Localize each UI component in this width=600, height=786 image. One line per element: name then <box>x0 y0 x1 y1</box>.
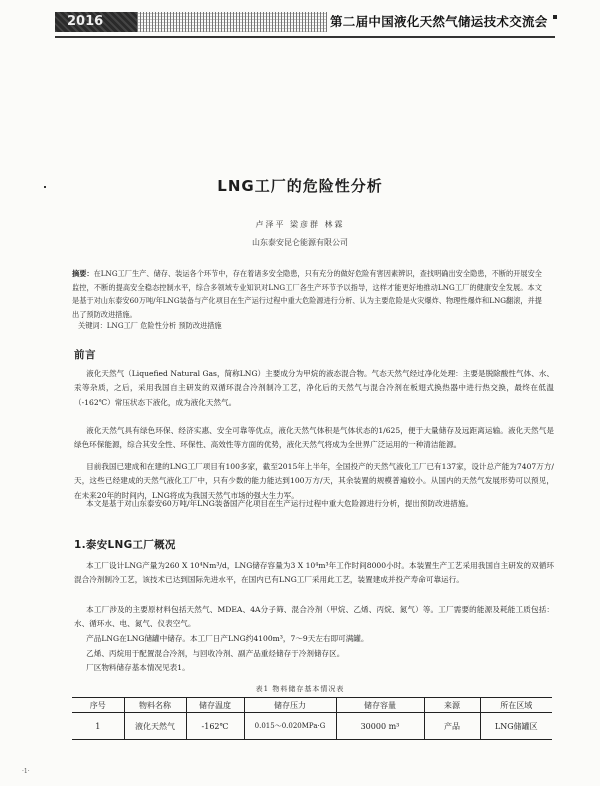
table-header-cell: 序号 <box>72 698 124 713</box>
table-cell: 0.015～0.020MPa·G <box>244 713 336 740</box>
table-cell: 1 <box>72 713 124 740</box>
year-badge: 2016 <box>55 12 137 32</box>
table-row <box>72 713 552 740</box>
paper-title: LNG工厂的危险性分析 <box>217 177 383 195</box>
header-dot <box>553 15 557 19</box>
intro-paragraph: 液化天然气具有绿色环保、经济实惠、安全可靠等优点，液化天然气体积是气体状态的1/625，便于大量储存及远距离运输。液化天然气是绿色环保能源，综合其安全性、环保性、高效性等方面的优势，液化天然气将成为全世界广泛运用的一种清洁能源。 <box>74 426 554 450</box>
header-rule <box>55 36 555 38</box>
section1-paragraph: 厂区物料储存基本情况见表1。 <box>86 663 190 672</box>
table-header-cell: 储存压力 <box>244 698 336 713</box>
header-decoration <box>137 12 327 32</box>
affiliation: 山东泰安昆仑能源有限公司 <box>252 238 348 247</box>
section1-paragraph: 本工厂设计LNG产量为260 X 10⁴Nm³/d，LNG储存容量为3 X 10⁴m³年工作时间8000小时。本装置生产工艺采用我国自主研发的双循环混合冷剂制冷工艺，该技术已达到国际先进水平，在国内已有LNG工厂采用此工艺，装置建成并投产寿命可靠运行。 <box>74 561 554 585</box>
material-storage-table <box>72 697 552 740</box>
section1-paragraph: 产品LNG在LNG储罐中储存。本工厂日产LNG约4100m³，7～9天左右即可满罐。 <box>86 634 369 643</box>
table-cell: -162℃ <box>186 713 244 740</box>
abstract-text: 在LNG工厂生产、储存、装运各个环节中，存在着诸多安全隐患，只有充分的做好危险有害因素辨识，查找明确出安全隐患，不断的开展安全监控，不断的提高安全稳态控制水平，综合多领域专业知识对LNG工厂各生产环节予以指导，这样才能更好地推动LNG工厂的健康安全发展。本文是基于对山东泰安60万吨/年LNG装备与产化项目在生产运行过程中重大危险源进行分析、认为主要危险是火灾爆炸、物理性爆炸和LNG翻滚，并提出了预防改进措施。 <box>72 269 542 319</box>
keywords-label: 关键词： <box>78 321 107 330</box>
intro-heading: 前言 <box>74 349 96 361</box>
table-header-cell: 物料名称 <box>124 698 186 713</box>
page-header <box>0 0 600 40</box>
table-header-row <box>72 698 552 713</box>
table-cell: 产品 <box>424 713 480 740</box>
table-header-cell: 储存容量 <box>336 698 424 713</box>
intro-paragraph: 目前我国已建成和在建的LNG工厂项目有100多家，截至2015年上半年，全国投产的天然气液化工厂已有137家，设计总产能为7407万方/天，这些已经建成的天然气液化工厂中，只有少数的能力能达到100万方/天，其余装置的规模普遍较小。从国内的天然气发展形势可以预见，在未来20年的时间内，LNG将成为我国天然气市场的强大生力军。 <box>74 462 554 500</box>
table-cell: 液化天然气 <box>124 713 186 740</box>
section1-paragraph: 乙烯、丙烷用于配置混合冷剂，与回收冷剂、副产品重烃储存于冷剂储存区。 <box>86 649 345 658</box>
intro-paragraph: 本文是基于对山东泰安60万吨/年LNG装备国产化项目在生产运行过程中重大危险源进行分析，提出预防改进措施。 <box>86 499 474 508</box>
table-header-cell: 所在区域 <box>480 698 552 713</box>
section1-paragraph: 本工厂涉及的主要原材料包括天然气、MDEA、4A分子筛、混合冷剂（甲烷、乙烯、丙烷、氮气）等。工厂需要的能源及耗能工质包括：水、循环水、电、氮气、仪表空气。 <box>74 605 554 629</box>
conference-title: 第二届中国液化天然气储运技术交流会 <box>330 14 548 29</box>
abstract-label: 摘要： <box>72 269 94 278</box>
keywords-text: LNG工厂 危险性分析 预防改进措施 <box>106 321 222 330</box>
table-cell: LNG储罐区 <box>480 713 552 740</box>
table-caption: 表1 物料储存基本情况表 <box>255 685 345 693</box>
section1-heading: 1.泰安LNG工厂概况 <box>74 539 176 551</box>
intro-paragraph: 液化天然气（Liquefied Natural Gas，简称LNG）主要成分为甲烷的液态混合物。气态天然气经过净化处理：主要是脱除酸性气体、水、汞等杂质，之后，采用我国自主研发的双循环混合冷剂制冷工艺，净化后的天然气与混合冷剂在板翅式换热器中进行热交换，最终在低温（-162℃）常压状态下液化，成为液化天然气。 <box>74 369 554 407</box>
author-list: 卢泽平 梁彦群 林霖 <box>255 220 345 229</box>
keywords <box>78 321 548 331</box>
abstract <box>72 267 542 321</box>
table-cell: 30000 m³ <box>336 713 424 740</box>
page-number: ·1· <box>22 768 30 775</box>
table-header-cell: 储存温度 <box>186 698 244 713</box>
table-header-cell: 来源 <box>424 698 480 713</box>
